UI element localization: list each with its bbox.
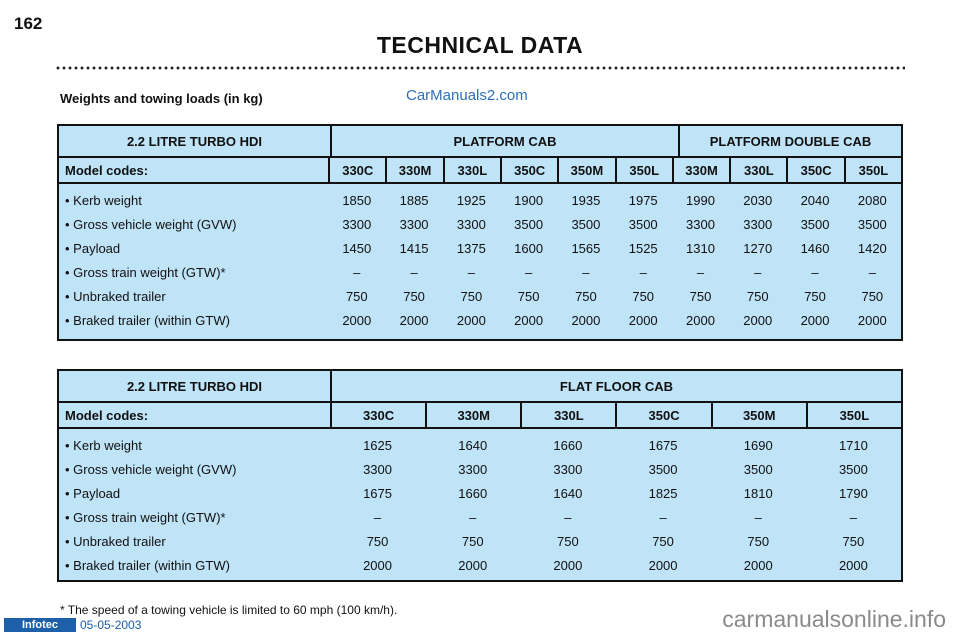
table-cell: 3300 <box>456 216 486 232</box>
table-cell: 1375 <box>456 240 486 256</box>
engine-label: 2.2 LITRE TURBO HDI <box>126 378 263 394</box>
table-cell: 1450 <box>342 240 372 256</box>
table-row <box>59 457 901 481</box>
model-code-cell: 330C <box>330 403 425 427</box>
table-cell: 1825 <box>648 485 678 501</box>
row-label: • Gross train weight (GTW)* <box>65 264 226 280</box>
table-row <box>59 433 901 457</box>
table-cell: – <box>696 264 705 280</box>
table-cell: 1640 <box>458 437 488 453</box>
table-cell: 2000 <box>514 312 544 328</box>
row-label: • Unbraked trailer <box>65 533 166 549</box>
row-label: • Unbraked trailer <box>65 288 166 304</box>
table-cell: 2030 <box>743 192 773 208</box>
table-cell: 2080 <box>857 192 887 208</box>
table-row <box>59 308 901 332</box>
table-cell: 2000 <box>648 557 678 573</box>
model-code-cell: 350L <box>844 158 901 182</box>
table-cell: 2000 <box>553 557 583 573</box>
table-cell: 750 <box>804 288 826 304</box>
model-codes-row <box>59 403 901 429</box>
table-cell: 1600 <box>514 240 544 256</box>
model-code-cell: 330C <box>328 158 385 182</box>
table-cell: 1270 <box>743 240 773 256</box>
table-cell: 2000 <box>458 557 488 573</box>
table-cell: – <box>639 264 647 280</box>
table-row <box>59 529 901 553</box>
table-cell: 750 <box>461 533 484 549</box>
table-cell: 1625 <box>363 437 392 453</box>
table-cell: 2000 <box>342 312 372 328</box>
model-code-cell: 350C <box>786 158 843 182</box>
row-label: • Gross train weight (GTW)* <box>65 509 226 525</box>
table-cell: 2000 <box>686 312 715 328</box>
group-header-flat-floor-cab: FLAT FLOOR CAB <box>330 371 901 401</box>
table-cell: 750 <box>460 288 483 304</box>
footnote: * The speed of a towing vehicle is limited to 60 mph (100 km/h). <box>60 603 398 617</box>
table-cell: 1975 <box>628 192 658 208</box>
page-title: TECHNICAL DATA <box>376 32 584 58</box>
model-codes-label: Model codes: <box>65 162 149 178</box>
row-label: • Braked trailer (within GTW) <box>65 557 230 573</box>
table-cell: 2000 <box>571 312 601 328</box>
model-code-cell: 330L <box>443 158 500 182</box>
table-cell: 3300 <box>342 216 372 232</box>
table-cell: 3300 <box>686 216 715 232</box>
table-cell: 1850 <box>342 192 372 208</box>
dotted-divider <box>55 66 905 70</box>
table-cell: 3500 <box>648 461 678 477</box>
row-label: • Gross vehicle weight (GVW) <box>65 461 237 477</box>
table-cell: 3500 <box>571 216 601 232</box>
table-cell: 2000 <box>628 312 658 328</box>
table-cell: 1790 <box>838 485 868 501</box>
footer-date: 05-05-2003 <box>80 618 142 632</box>
table-cell: 2000 <box>363 557 392 573</box>
table-cell: 1925 <box>456 192 486 208</box>
table-cell: 750 <box>403 288 425 304</box>
flat-floor-cab-table <box>57 369 903 582</box>
table-cell: 750 <box>632 288 655 304</box>
table-cell: – <box>373 509 382 525</box>
table-cell: 2000 <box>399 312 429 328</box>
table-cell: – <box>525 264 533 280</box>
table-cell: 1675 <box>363 485 392 501</box>
row-label: • Kerb weight <box>65 437 142 453</box>
table-cell: 3300 <box>743 216 773 232</box>
table-cell: 750 <box>747 533 770 549</box>
table-cell: 1310 <box>686 240 715 256</box>
model-code-cell: 350M <box>711 403 806 427</box>
table-cell: 1640 <box>553 485 583 501</box>
table-cell: – <box>811 264 819 280</box>
table-cell: – <box>754 509 762 525</box>
table-cell: 1885 <box>399 192 429 208</box>
row-label: • Kerb weight <box>65 192 142 208</box>
table-cell: 1525 <box>628 240 658 256</box>
table-cell: 1675 <box>648 437 678 453</box>
platform-cab-table <box>57 124 903 341</box>
table-row <box>59 188 901 212</box>
model-code-cell: 350C <box>500 158 557 182</box>
table-cell: 1935 <box>571 192 601 208</box>
table-cell: 1810 <box>743 485 773 501</box>
row-label: • Payload <box>65 485 121 501</box>
table-cell: 750 <box>746 288 769 304</box>
table-cell: 3500 <box>514 216 544 232</box>
table-cell: – <box>754 264 762 280</box>
model-code-cell: 350C <box>615 403 710 427</box>
model-code-cell: 350M <box>557 158 614 182</box>
footer-site: carmanualsonline.info <box>722 606 946 632</box>
table-cell: 3500 <box>838 461 868 477</box>
table-cell: – <box>410 264 418 280</box>
model-code-cell: 350L <box>615 158 672 182</box>
table-cell: 750 <box>345 288 368 304</box>
group-header-platform-double-cab: PLATFORM DOUBLE CAB <box>678 126 901 156</box>
table-cell: 2040 <box>800 192 830 208</box>
table-cell: – <box>467 264 475 280</box>
table-cell: 2000 <box>743 312 773 328</box>
table-cell: 1710 <box>838 437 868 453</box>
infotec-logo: Infotec <box>4 618 76 632</box>
model-codes-row <box>59 158 901 184</box>
table-cell: 1660 <box>553 437 583 453</box>
table-cell: 750 <box>517 288 540 304</box>
row-label: • Payload <box>65 240 121 256</box>
engine-label: 2.2 LITRE TURBO HDI <box>126 133 263 149</box>
table-cell: – <box>564 509 572 525</box>
table-cell: 3500 <box>800 216 830 232</box>
table-row <box>59 260 901 284</box>
table-cell: 1415 <box>399 240 429 256</box>
watermark-link[interactable]: CarManuals2.com <box>406 87 528 104</box>
table-cell: – <box>849 509 858 525</box>
table-cell: – <box>469 509 477 525</box>
table-cell: 1565 <box>571 240 601 256</box>
table-cell: – <box>659 509 667 525</box>
model-codes-label: Model codes: <box>65 407 149 423</box>
table-cell: 3300 <box>458 461 488 477</box>
table-cell: 3300 <box>399 216 429 232</box>
model-code-cell: 330L <box>520 403 615 427</box>
table-group-header <box>59 371 901 403</box>
table-cell: 750 <box>689 288 712 304</box>
table-group-header <box>59 126 901 158</box>
table-row <box>59 481 901 505</box>
table-cell: 750 <box>366 533 389 549</box>
model-code-cell: 330M <box>672 158 729 182</box>
table-cell: 1660 <box>458 485 488 501</box>
table-row <box>59 236 901 260</box>
table-cell: 1420 <box>857 240 887 256</box>
table-row <box>59 505 901 529</box>
table-cell: 1690 <box>743 437 773 453</box>
table-cell: 1990 <box>686 192 715 208</box>
table-cell: 2000 <box>838 557 868 573</box>
model-code-cell: 350L <box>806 403 901 427</box>
table-cell: 750 <box>557 533 579 549</box>
table-row <box>59 212 901 236</box>
table-cell: 3500 <box>628 216 658 232</box>
table-cell: 2000 <box>857 312 887 328</box>
table-cell: 750 <box>575 288 597 304</box>
table-cell: 2000 <box>743 557 773 573</box>
table-cell: 3300 <box>363 461 392 477</box>
table-row <box>59 284 901 308</box>
table-cell: 750 <box>652 533 674 549</box>
table-cell: – <box>868 264 876 280</box>
section-subtitle: Weights and towing loads (in kg) <box>60 91 263 106</box>
table-cell: – <box>353 264 361 280</box>
model-code-cell: 330M <box>385 158 442 182</box>
model-code-cell: 330L <box>729 158 786 182</box>
group-header-platform-cab: PLATFORM CAB <box>330 126 678 156</box>
table-row <box>59 553 901 577</box>
model-code-cell: 330M <box>425 403 520 427</box>
row-label: • Gross vehicle weight (GVW) <box>65 216 237 232</box>
table-cell: – <box>582 264 590 280</box>
table-body <box>59 184 901 332</box>
table-cell: 2000 <box>800 312 830 328</box>
page-number: 162 <box>14 14 43 33</box>
table-body <box>59 429 901 577</box>
table-cell: 1460 <box>800 240 830 256</box>
table-cell: 3500 <box>743 461 773 477</box>
table-cell: 3300 <box>553 461 583 477</box>
table-cell: 750 <box>842 533 865 549</box>
table-cell: 1900 <box>514 192 544 208</box>
table-cell: 2000 <box>456 312 486 328</box>
table-cell: 750 <box>861 288 884 304</box>
table-cell: 3500 <box>857 216 887 232</box>
row-label: • Braked trailer (within GTW) <box>65 312 230 328</box>
